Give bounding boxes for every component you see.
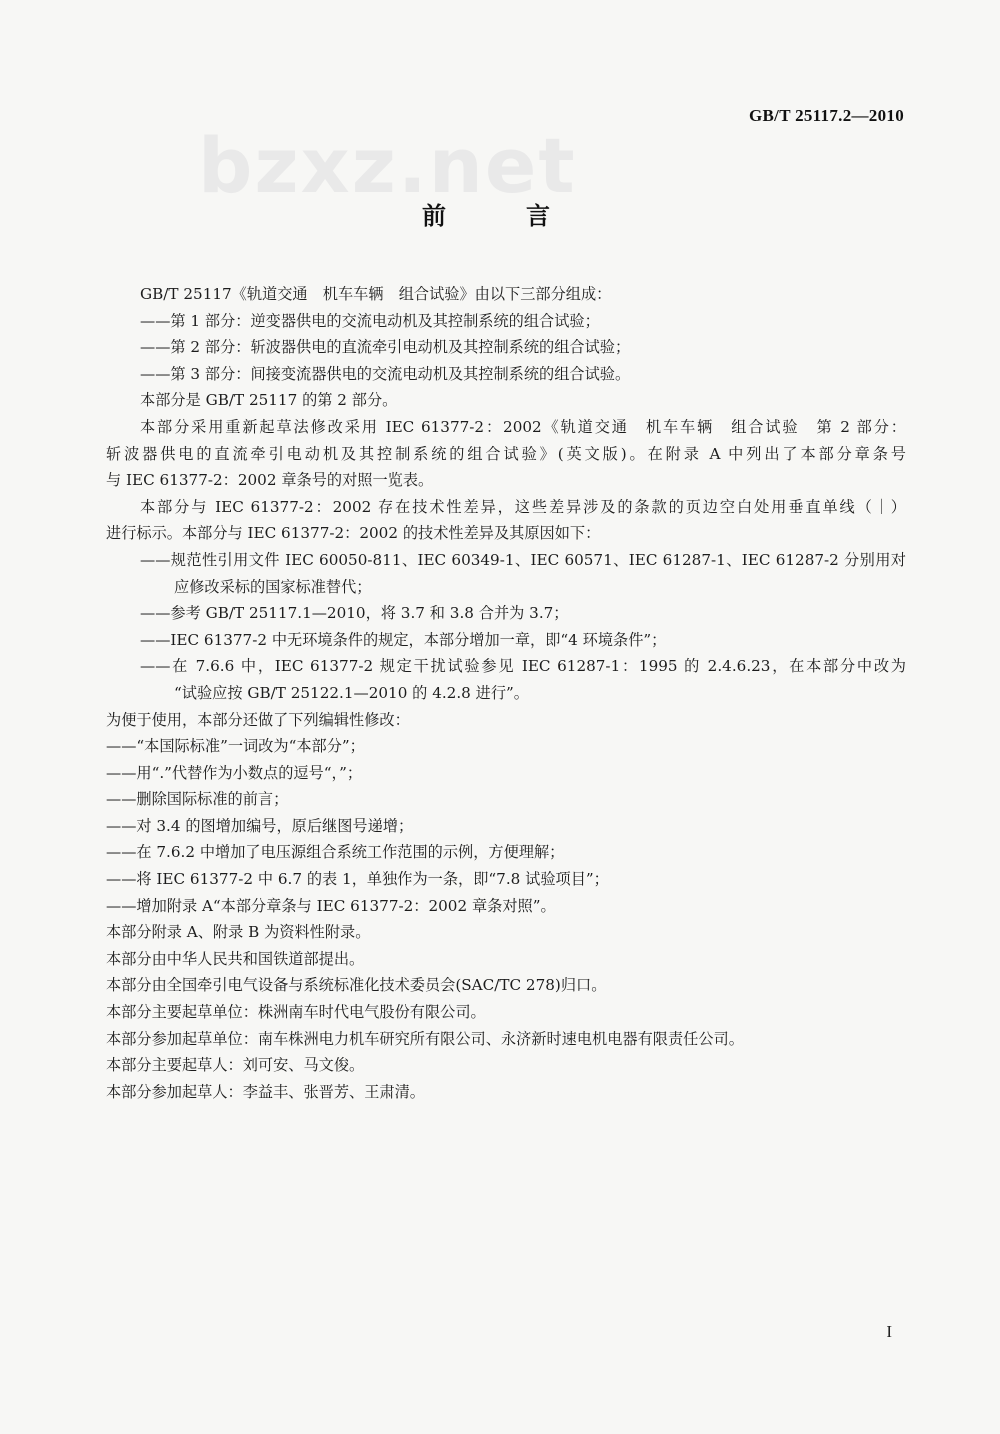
- list-item: ——用“.”代替作为小数点的逗号“，”；: [106, 763, 363, 782]
- list-item: ——对 3.4 的图增加编号，原后继图号递增；: [106, 816, 414, 835]
- list-item-continuation: “试验应按 GB/T 25122.1—2010 的 4.2.8 进行”。: [174, 683, 529, 702]
- list-item: ——增加附录 A“本部分章条与 IEC 61377-2：2002 章条对照”。: [106, 896, 556, 915]
- list-item: ——“本国际标准”一词改为“本部分”；: [106, 737, 365, 756]
- page-title: 前 言: [422, 202, 578, 230]
- list-item: ——删除国际标准的前言；: [106, 790, 289, 809]
- paragraph-line: 本部分是 GB/T 25117 的第 2 部分。: [140, 391, 398, 410]
- paragraph-line: 本部分与 IEC 61377-2：2002 存在技术性差异，这些差异涉及的条款的页边空白处用垂直单线（｜）: [140, 497, 906, 516]
- paragraph-line: 本部分主要起草单位：株洲南车时代电气股份有限公司。: [106, 1003, 486, 1022]
- paragraph-line: 本部分由全国牵引电气设备与系统标准化技术委员会(SAC/TC 278)归口。: [106, 976, 607, 995]
- paragraph-line: GB/T 25117《轨道交通 机车车辆 组合试验》由以下三部分组成：: [140, 285, 612, 303]
- list-item: ——参考 GB/T 25117.1—2010，将 3.7 和 3.8 合并为 3.7；: [140, 604, 569, 623]
- paragraph-line: 进行标示。本部分与 IEC 61377-2：2002 的技术性差异及其原因如下：: [106, 524, 601, 543]
- list-item: ——在 7.6.2 中增加了电压源组合系统工作范围的示例，方便理解；: [106, 843, 565, 862]
- foreword-body: [106, 281, 906, 1105]
- list-item: ——第 1 部分：逆变器供电的交流电动机及其控制系统的组合试验；: [140, 311, 600, 330]
- list-item: ——规范性引用文件 IEC 60050-811、IEC 60349-1、IEC 60571、IEC 61287-1、IEC 61287-2 分别用对: [140, 550, 906, 569]
- list-item-continuation: 应修改采标的国家标准替代；: [174, 577, 372, 596]
- list-item: ——第 3 部分：间接变流器供电的交流电动机及其控制系统的组合试验。: [140, 364, 631, 383]
- list-item: ——第 2 部分：斩波器供电的直流牵引电动机及其控制系统的组合试验；: [140, 338, 631, 357]
- standard-code: GB/T 25117.2—2010: [749, 106, 904, 125]
- paragraph-line: 本部分参加起草单位：南车株洲电力机车研究所有限公司、永济新时速电机电器有限责任公司。: [106, 1029, 744, 1048]
- list-item: ——将 IEC 61377-2 中 6.7 的表 1，单独作为一条，即“7.8 试验项目”；: [106, 870, 609, 889]
- page-number: I: [886, 1322, 892, 1341]
- paragraph-line: 本部分主要起草人：刘可安、马文俊。: [106, 1056, 365, 1075]
- paragraph-line: 与 IEC 61377-2：2002 章条号的对照一览表。: [106, 471, 434, 490]
- watermark-logo: bzxz.net: [198, 121, 577, 210]
- list-item: ——IEC 61377-2 中无环境条件的规定，本部分增加一章，即“4 环境条件”；: [140, 630, 667, 649]
- paragraph-line: 本部分附录 A、附录 B 为资料性附录。: [106, 923, 371, 942]
- paragraph-line: 斩波器供电的直流牵引电动机及其控制系统的组合试验》(英文版)。在附录 A 中列出了本部分章条号: [106, 444, 906, 463]
- paragraph-line: 为便于使用，本部分还做了下列编辑性修改：: [106, 710, 410, 729]
- paragraph-line: 本部分参加起草人：李益丰、张晋芳、王肃清。: [106, 1082, 425, 1101]
- list-item: ——在 7.6.6 中，IEC 61377-2 规定干扰试验参见 IEC 61287-1：1995 的 2.4.6.23，在本部分中改为: [140, 657, 906, 676]
- paragraph-line: 本部分采用重新起草法修改采用 IEC 61377-2：2002《轨道交通 机车车辆 组合试验 第 2 部分：: [140, 417, 906, 436]
- paragraph-line: 本部分由中华人民共和国铁道部提出。: [106, 949, 365, 968]
